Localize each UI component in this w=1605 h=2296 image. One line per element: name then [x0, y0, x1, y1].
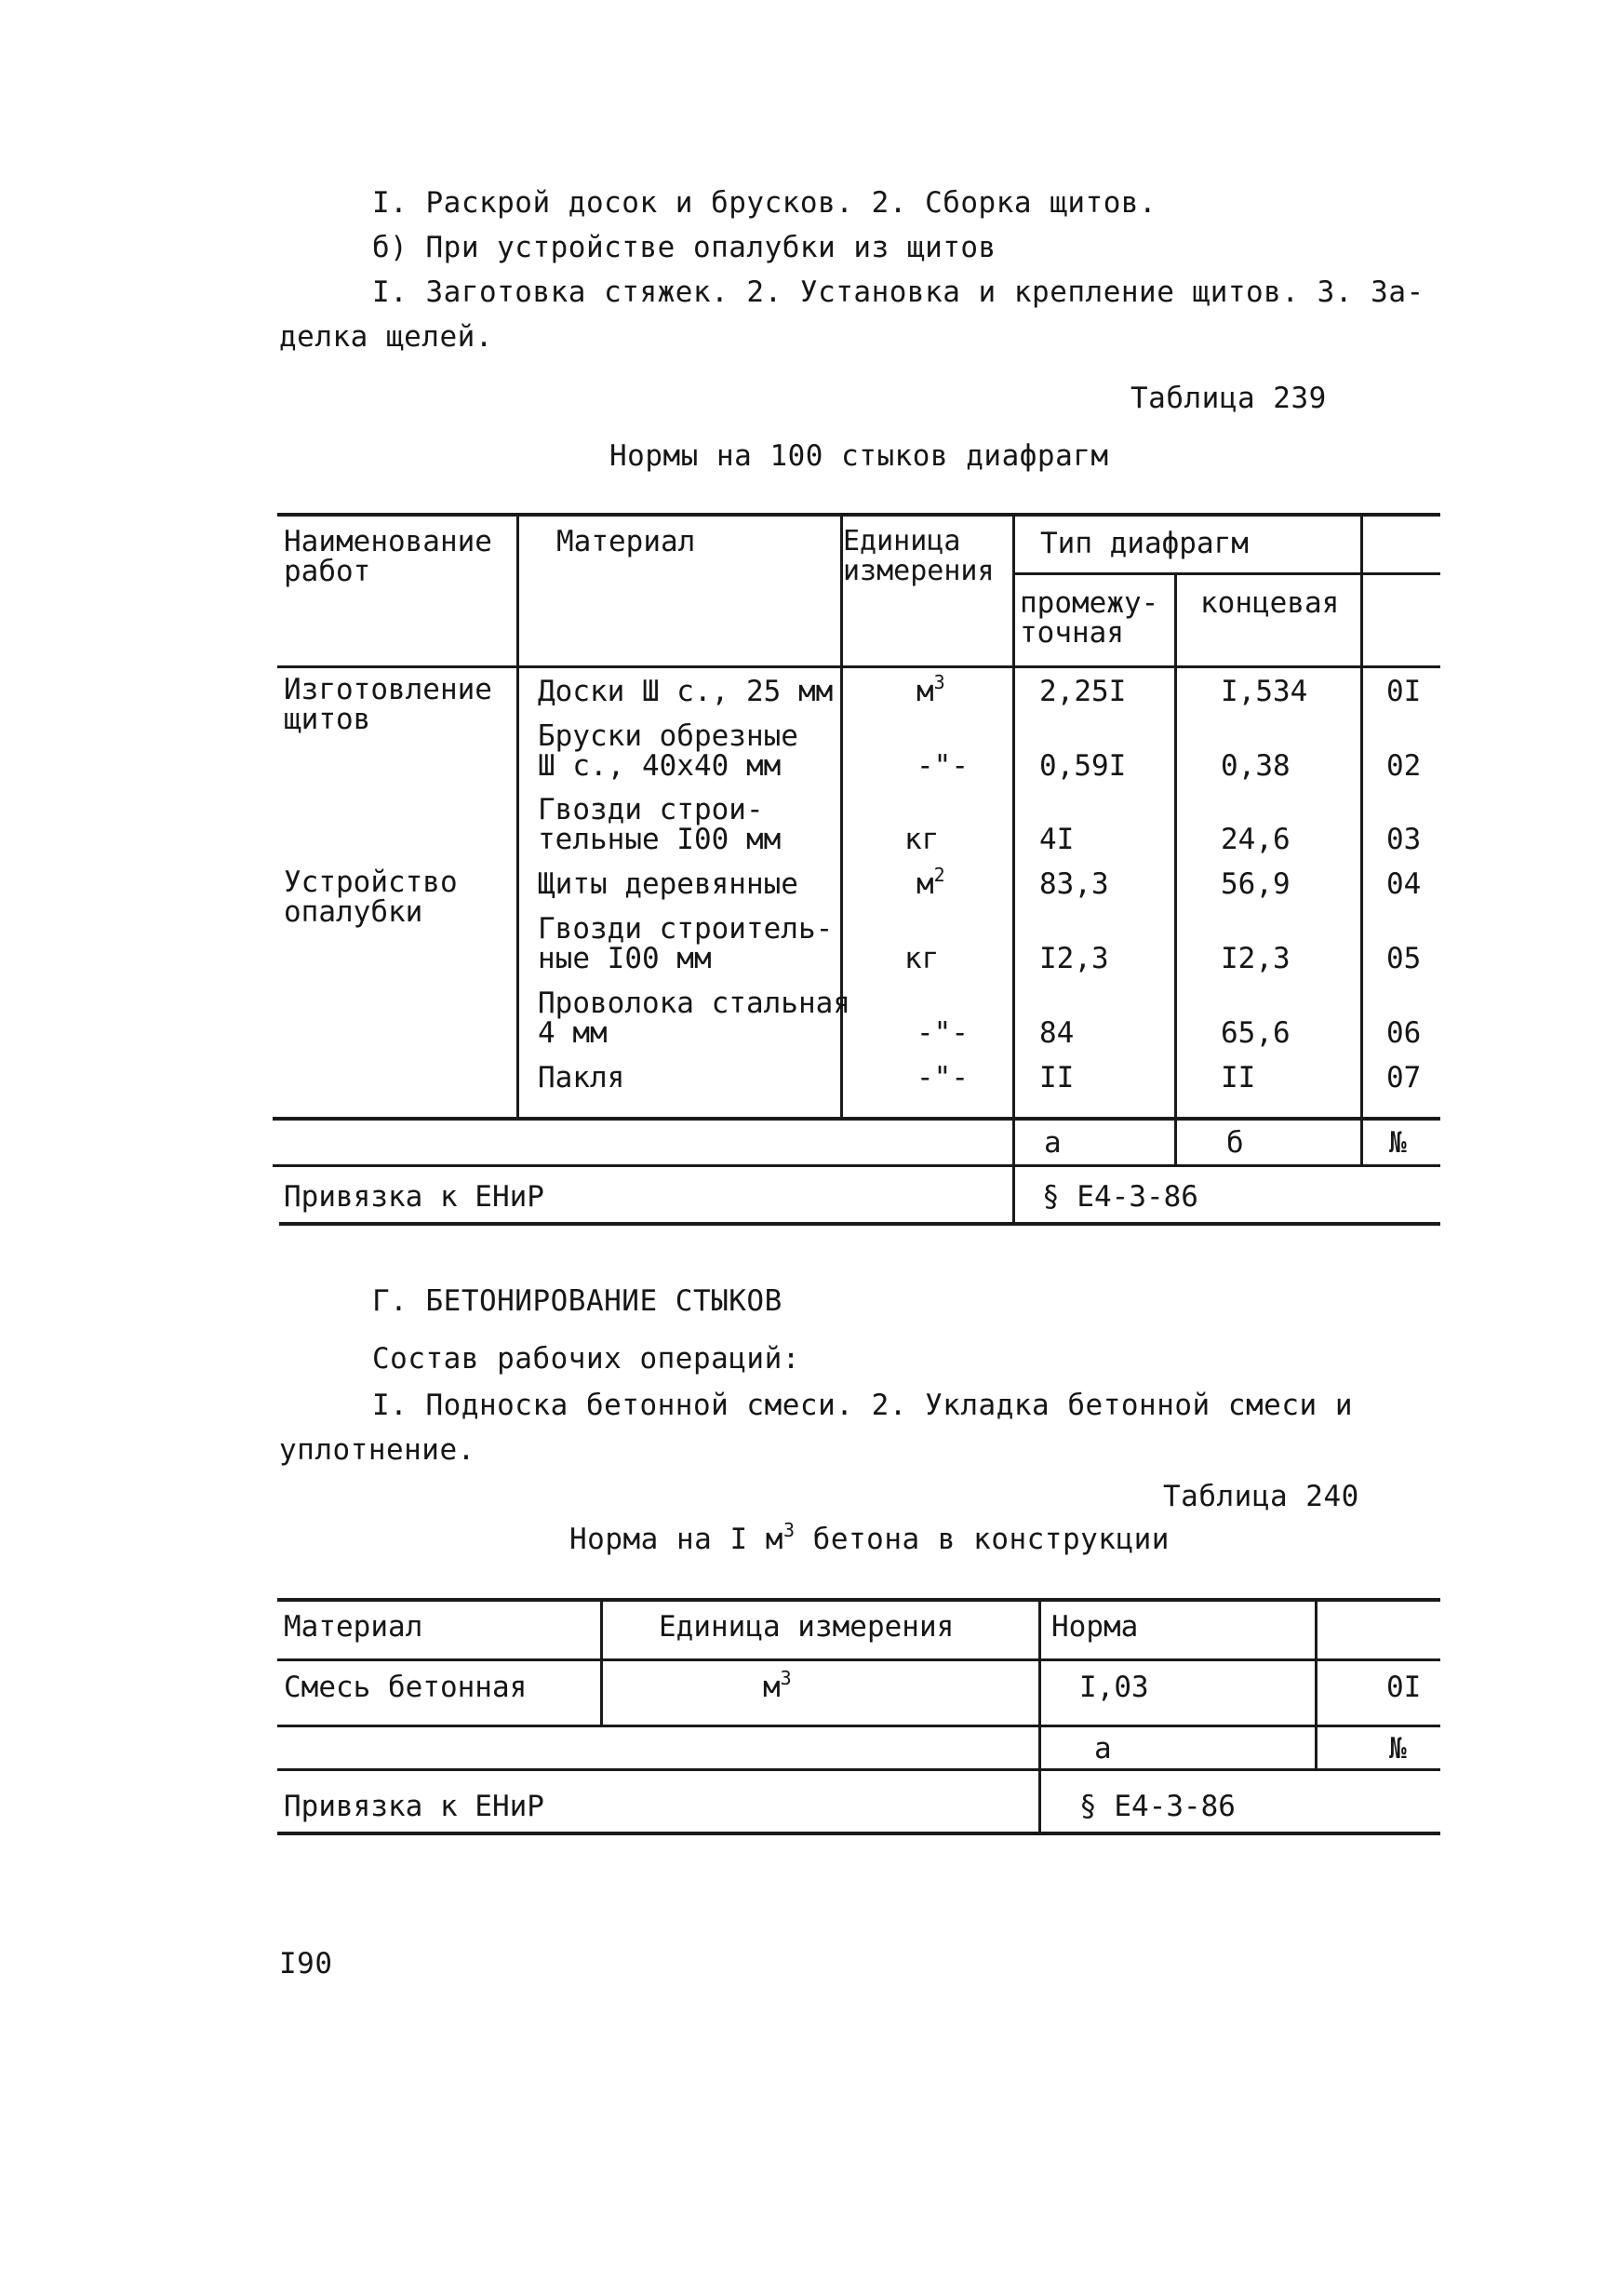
intro-line-3: I. Заготовка стяжек. 2. Установка и крепление щитов. 3. За-	[372, 275, 1424, 309]
operations-line-2: уплотнение.	[279, 1433, 475, 1467]
t240-row-number: 0I	[1386, 1671, 1422, 1704]
table-239-title: Нормы на 100 стыков диафрагм	[609, 439, 1109, 473]
intro-line-1: I. Раскрой досок и брусков. 2. Сборка щитов.	[372, 186, 1157, 220]
row-3-material: Гвозди строи- тельные I00 мм	[538, 793, 782, 856]
table-240-title: Норма на I $м^3$ бетона в конструкции	[569, 1519, 1170, 1556]
col-header-unit: Единица измерения	[843, 525, 995, 587]
table-239-label: Таблица 239	[1130, 382, 1327, 415]
col-header-intermediate: промежу- точная	[1020, 586, 1159, 650]
row-6-end: 65,6	[1221, 1016, 1291, 1050]
row-3-number: 03	[1386, 823, 1422, 856]
intro-line-4: делка щелей.	[279, 320, 493, 354]
row-2-material: Бруски обрезные Ш с., 40х40 мм	[538, 719, 798, 783]
t240-row-norm: I,03	[1079, 1671, 1149, 1704]
row-6-number: 06	[1386, 1016, 1422, 1050]
t240-enir-ref-value: § Е4-3-86	[1079, 1790, 1236, 1823]
t240-header-norm: Норма	[1051, 1610, 1139, 1644]
row-2-unit: -"-	[916, 749, 969, 783]
t240-row-material: Смесь бетонная	[284, 1671, 528, 1704]
row-2-intermediate: 0,59I	[1039, 749, 1127, 783]
row-5-end: I2,3	[1221, 942, 1291, 975]
work-group-formwork: Устройство опалубки	[284, 866, 458, 929]
row-6-intermediate: 84	[1039, 1016, 1075, 1050]
col-header-work: Наименование работ	[284, 525, 492, 588]
operations-line-1: I. Подноска бетонной смеси. 2. Укладка бетонной смеси и	[372, 1389, 1353, 1422]
t240-footer-col-number: №	[1389, 1732, 1407, 1766]
row-7-intermediate: II	[1039, 1061, 1075, 1094]
col-header-material: Материал	[556, 525, 696, 558]
row-3-unit: кг	[904, 823, 940, 856]
row-7-end: II	[1221, 1061, 1256, 1094]
row-6-material: Проволока стальная 4 мм	[538, 987, 850, 1050]
row-1-intermediate: 2,25I	[1039, 675, 1127, 708]
t240-enir-ref-label: Привязка к ЕНиР	[284, 1790, 544, 1823]
t240-header-material: Материал	[284, 1610, 423, 1644]
work-group-manufacture: Изготовление щитов	[284, 673, 492, 736]
operations-label: Состав рабочих операций:	[372, 1342, 800, 1376]
row-3-intermediate: 4I	[1039, 823, 1075, 856]
row-3-end: 24,6	[1221, 823, 1291, 856]
row-2-number: 02	[1386, 749, 1422, 783]
enir-ref-label: Привязка к ЕНиР	[284, 1180, 544, 1214]
footer-col-b: б	[1226, 1126, 1244, 1160]
col-header-end: концевая	[1200, 586, 1340, 620]
intro-line-2: б) При устройстве опалубки из щитов	[372, 231, 996, 264]
row-4-material: Щиты деревянные	[538, 867, 798, 901]
row-5-intermediate: I2,3	[1039, 942, 1109, 975]
row-5-number: 05	[1386, 942, 1422, 975]
row-4-end: 56,9	[1221, 867, 1291, 901]
t240-row-unit: $м^3$	[763, 1667, 792, 1704]
section-g-heading: Г. БЕТОНИРОВАНИЕ СТЫКОВ	[372, 1284, 782, 1318]
row-7-number: 07	[1386, 1061, 1422, 1094]
footer-col-number: №	[1389, 1126, 1407, 1160]
row-5-unit: кг	[904, 942, 940, 975]
footer-col-a: а	[1044, 1126, 1062, 1160]
row-1-material: Доски Ш с., 25 мм	[538, 675, 834, 708]
row-4-intermediate: 83,3	[1039, 867, 1109, 901]
row-5-material: Гвозди строитель- ные I00 мм	[538, 912, 834, 975]
row-1-end: I,534	[1221, 675, 1308, 708]
enir-ref-value: § Е4-3-86	[1042, 1180, 1198, 1214]
col-header-diaphragm-type: Тип диафрагм	[1040, 527, 1249, 560]
row-1-number: 0I	[1386, 675, 1422, 708]
row-6-unit: -"-	[916, 1016, 969, 1050]
t240-footer-col-a: а	[1094, 1732, 1112, 1766]
page-number: I90	[279, 1947, 333, 1980]
row-2-end: 0,38	[1221, 749, 1291, 783]
table-240-label: Таблица 240	[1163, 1480, 1359, 1513]
row-1-unit: $м^3$	[916, 671, 945, 708]
row-7-unit: -"-	[916, 1061, 969, 1094]
row-4-number: 04	[1386, 867, 1422, 901]
row-4-unit: $м^2$	[916, 864, 945, 901]
t240-header-unit: Единица измерения	[659, 1610, 955, 1644]
row-7-material: Пакля	[538, 1061, 625, 1094]
